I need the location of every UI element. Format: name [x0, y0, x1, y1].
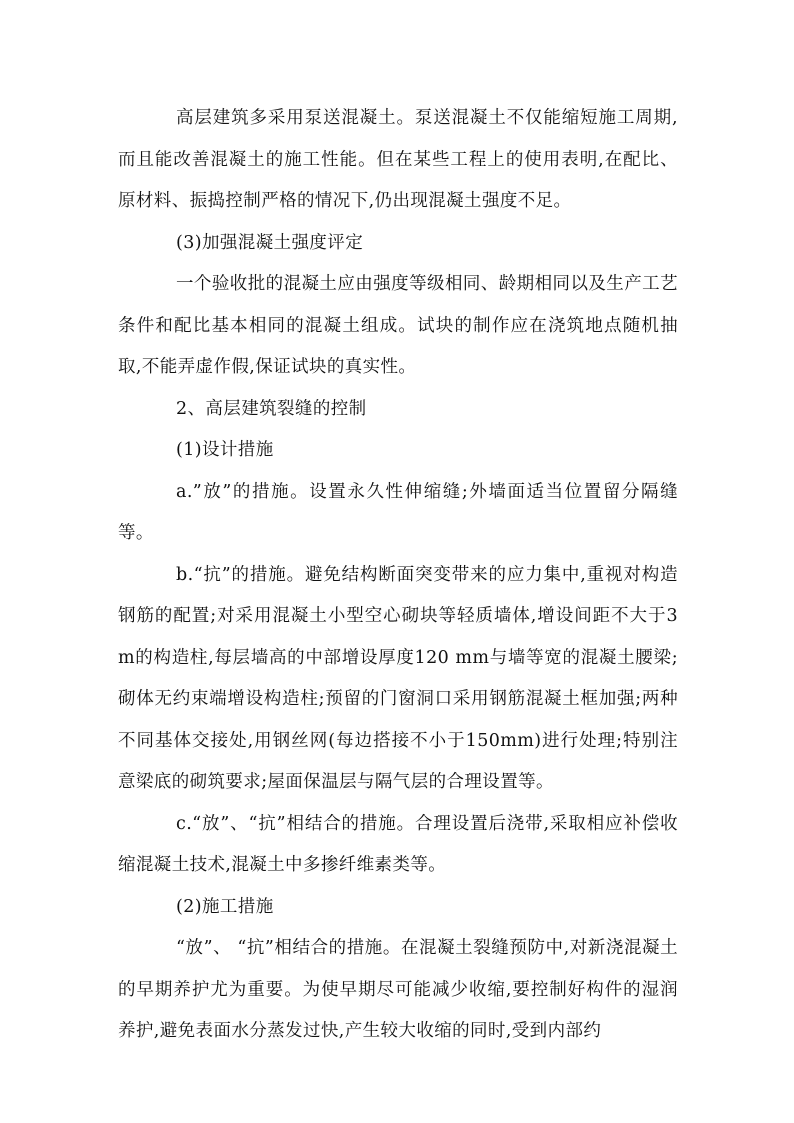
paragraph-measure-a: a.”放”的措施。设置永久性伸缩缝;外墙面适当位置留分隔缝等。 [118, 481, 678, 543]
document-body [118, 98, 678, 1053]
heading-strength-evaluation: (3)加强混凝土强度评定 [176, 232, 364, 253]
paragraph-measure-c: c.“放”、“抗”相结合的措施。合理设置后浇带,采取相应补偿收缩混凝土技术,混凝土中多掺纤维素类等。 [118, 813, 678, 875]
paragraph-acceptance-batch: 一个验收批的混凝土应由强度等级相同、龄期相同以及生产工艺条件和配比基本相同的混凝土组成。试块的制作应在浇筑地点随机抽取,不能弄虚作假,保证试块的真实性。 [118, 274, 678, 377]
paragraph-pumped-concrete: 高层建筑多采用泵送混凝土。泵送混凝土不仅能缩短施工周期,而且能改善混凝土的施工性能。但在某些工程上的使用表明,在配比、原材料、振捣控制严格的情况下,仍出现混凝土强度不足。 [118, 108, 678, 211]
heading-crack-control: 2、高层建筑裂缝的控制 [176, 398, 367, 419]
heading-construction-measures: (2)施工措施 [176, 896, 274, 917]
paragraph-construction-combined: “放”、 “抗”相结合的措施。在混凝土裂缝预防中,对新浇混凝土的早期养护尤为重要。为使早期尽可能减少收缩,要控制好构件的湿润养护,避免表面水分蒸发过快,产生较大收缩的同时,受到内部约 [118, 938, 678, 1041]
paragraph-measure-b: b.“抗”的措施。避免结构断面突变带来的应力集中,重视对构造钢筋的配置;对采用混凝土小型空心砌块等轻质墙体,增设间距不大于3 m的构造柱,每层墙高的中部增设厚度120 mm与墙等宽的混凝土腰梁;砌体无约束端增设构造柱;预留的门窗洞口采用钢筋混凝土框加强;两种不同基体交接处,用钢丝网(每边搭接不小于150mm)进行处理;特别注意梁底的砌筑要求;屋面保温层与隔气层的合理设置等。 [118, 564, 678, 792]
heading-design-measures: (1)设计措施 [176, 440, 274, 460]
